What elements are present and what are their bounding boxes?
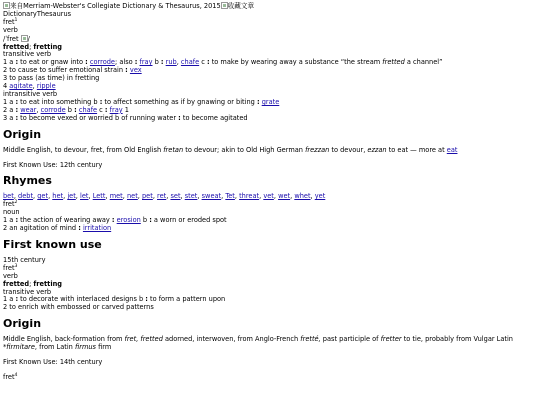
function-label: transitive verb [3, 50, 52, 59]
headword-text: fret [3, 200, 15, 209]
source-title: 来自Merriam-Webster's Collegiate Dictionary & Thesaurus, 2015 [10, 2, 221, 10]
part-of-speech: verb [3, 271, 18, 280]
pronunciation-text: /ˈfret [3, 34, 21, 43]
sense-item [3, 115, 537, 123]
cross-reference-link[interactable]: eat [446, 145, 458, 154]
form-participle: fretting [33, 279, 62, 288]
sense-divider: : [149, 216, 152, 225]
sense-list [3, 59, 537, 91]
inflected-forms [3, 281, 537, 289]
text-segment: b [140, 216, 150, 225]
rhyme-list: bet, debt, get, het, jet, let, Lett, met, net, pet, ret, set, stet, sweat, Tet, threat, vet, wet, whet, yet [3, 192, 326, 201]
source-header [3, 2, 537, 11]
headword-text: fret [3, 17, 15, 26]
cross-reference-link[interactable]: ripple [36, 82, 56, 91]
headword-text: fret [3, 373, 15, 381]
rhyme-link[interactable]: net [126, 192, 138, 201]
part-of-speech: verb [3, 25, 18, 34]
cross-reference-link[interactable]: fray [109, 105, 123, 114]
sense-divider: : [145, 295, 148, 304]
entry-headword [3, 19, 537, 27]
italic-text: frezzan [305, 145, 330, 154]
first-known-use: First Known Use: 14th century [3, 358, 103, 367]
text-segment: firm [95, 343, 112, 352]
function-label: intransitive verb [3, 89, 58, 98]
sense-divider: : [15, 216, 19, 225]
section-heading-origin: Origin [3, 317, 42, 331]
homograph-number: 2 [14, 200, 18, 206]
sense-divider: : [256, 97, 260, 106]
audio-icon[interactable] [21, 35, 28, 42]
rhyme-link[interactable]: Lett [92, 192, 106, 201]
rhyme-link[interactable]: jet [67, 192, 76, 201]
source-logo-icon [3, 2, 10, 9]
text-segment: to devour; akin to Old High German [183, 145, 306, 154]
sense-item [3, 75, 537, 83]
rhyme-link[interactable]: threat [239, 192, 260, 201]
first-known-use-value: 15th century [3, 255, 46, 264]
text-segment: 4 [3, 82, 10, 91]
rhyme-link[interactable]: Tet [225, 192, 235, 201]
sense-list [3, 217, 537, 233]
sense-divider: : [134, 58, 138, 67]
text-segment: to become agitated [180, 113, 248, 122]
entry-headword [3, 265, 537, 273]
text-segment: , from Latin [34, 343, 75, 352]
first-known-use: First Known Use: 12th century [3, 160, 103, 169]
text-segment: 2 an agitation of mind [3, 224, 79, 233]
pronunciation [3, 35, 537, 44]
cross-reference-link[interactable]: rub [165, 58, 177, 67]
bookmark-icon[interactable] [221, 2, 228, 9]
cross-reference-link[interactable]: chafe [180, 58, 200, 67]
rhyme-link[interactable]: ret [157, 192, 167, 201]
sense-divider: : [78, 224, 81, 233]
text-segment: c [97, 105, 105, 114]
text-segment: to eat — more at [386, 145, 447, 154]
headword-text: fret [3, 263, 15, 272]
italic-text: *firmitare [3, 343, 35, 352]
text-segment: 2 to enrich with embossed or carved patterns [3, 303, 154, 312]
cross-reference-link[interactable]: vex [129, 66, 142, 75]
sense-item [3, 304, 537, 312]
italic-text: fretted [382, 58, 405, 67]
italic-text: fretter [380, 335, 402, 344]
text-segment: to eat or gnaw into [18, 58, 86, 67]
tab-bar [3, 11, 537, 19]
cross-reference-link[interactable]: fray [139, 58, 153, 67]
rhyme-link[interactable]: het [52, 192, 64, 201]
text-segment: 2 to cause to suffer emotional strain [3, 66, 126, 75]
text-segment: to devour, [329, 145, 368, 154]
form-past: fretted [3, 279, 30, 288]
inflected-forms [3, 44, 537, 52]
section-heading-origin: Origin [3, 127, 42, 141]
sense-divider: : [104, 105, 108, 114]
text-segment: 1 a [3, 58, 16, 67]
text-segment: 1 a [3, 295, 16, 304]
rhyme-link[interactable]: wet [278, 192, 291, 201]
cross-reference-link[interactable]: grate [261, 97, 280, 106]
form-separator: ; [29, 279, 34, 288]
text-segment: , [32, 82, 37, 91]
rhyme-link[interactable]: yet [314, 192, 326, 201]
text-segment: , [176, 58, 181, 67]
function-label: transitive verb [3, 287, 52, 296]
rhyme-link[interactable]: sweat [201, 192, 222, 201]
italic-text: firmus [74, 343, 96, 352]
text-segment: to affect something as if by gnawing or biting [102, 97, 257, 106]
sense-divider: : [15, 97, 19, 106]
section-heading-first-known-use: First known use [3, 237, 102, 251]
cross-reference-link[interactable]: irritation [82, 224, 112, 233]
cross-reference-link[interactable]: agitate [9, 82, 33, 91]
sense-divider: : [99, 97, 103, 106]
sense-divider: : [160, 58, 164, 67]
rhyme-link[interactable]: set [170, 192, 181, 201]
text-segment: 1 a [3, 216, 16, 225]
text-segment: to tie, probably from Vulgar Latin [401, 335, 513, 344]
rhyme-link[interactable]: get [37, 192, 49, 201]
text-segment: past participle of [320, 335, 381, 344]
text-segment: , [36, 105, 41, 114]
text-segment: the action of wearing away [18, 216, 112, 225]
italic-text: fretté, [300, 335, 321, 344]
text-segment: b [152, 58, 161, 67]
tab-thesaurus[interactable]: Thesaurus [36, 9, 72, 18]
italic-text: ezzan [367, 145, 387, 154]
cross-reference-link[interactable]: wear [20, 105, 37, 114]
sense-divider: : [15, 295, 19, 304]
sense-divider: : [125, 66, 128, 75]
italic-text: fretan [163, 145, 184, 154]
sense-divider: : [206, 58, 210, 67]
rhyme-link[interactable]: vet [263, 192, 274, 201]
text-segment: Middle English, back-formation from [3, 335, 125, 344]
sense-divider: : [15, 113, 19, 122]
sense-item [3, 225, 537, 233]
sense-divider: : [178, 113, 181, 122]
form-separator: ; [29, 42, 34, 51]
sense-divider: : [15, 58, 19, 67]
cross-reference-link[interactable]: corrode [40, 105, 66, 114]
text-segment: Middle English, to devour, fret, from Old English [3, 145, 164, 154]
form-participle: fretting [33, 42, 62, 51]
entry-headword [3, 374, 537, 382]
rhyme-link[interactable]: whet [294, 192, 311, 201]
text-segment: to eat into something b [18, 97, 100, 106]
text-segment: 1 a [3, 97, 16, 106]
text-segment: 2 a [3, 105, 16, 114]
entry-headword [3, 201, 537, 209]
text-segment: to form a pattern upon [147, 295, 226, 304]
rhyme-link[interactable]: stet [184, 192, 198, 201]
homograph-number: 3 [14, 263, 18, 269]
text-segment: a channel” [404, 58, 443, 67]
text-segment: to make by wearing away a substance “the stream [209, 58, 383, 67]
text-segment: a worn or eroded spot [151, 216, 227, 225]
form-past: fretted [3, 42, 30, 51]
sense-divider: : [111, 216, 115, 225]
part-of-speech: noun [3, 208, 20, 217]
text-segment: adorned, interwoven, from Anglo-French [162, 335, 301, 344]
sense-list [3, 296, 537, 312]
text-segment: to become vexed or worried b of running water [18, 113, 179, 122]
rhyme-link[interactable]: met [109, 192, 123, 201]
italic-text: fret, fretted [124, 335, 163, 344]
pronunciation-end: / [27, 34, 30, 43]
sense-item [3, 83, 537, 91]
sense-divider: : [74, 105, 77, 114]
bookmark-label[interactable]: 收藏文章 [227, 2, 255, 10]
text-segment: ; also [115, 58, 135, 67]
cross-reference-link[interactable]: erosion [116, 216, 141, 225]
rhyme-link[interactable]: bet [3, 192, 14, 201]
tab-dictionary[interactable]: Dictionary [3, 9, 37, 18]
text-segment: c [199, 58, 207, 67]
text-segment: b [65, 105, 75, 114]
rhyme-link[interactable]: debt [18, 192, 34, 201]
rhyme-link[interactable]: let [80, 192, 89, 201]
homograph-number: 1 [14, 17, 18, 23]
section-heading-rhymes: Rhymes [3, 174, 52, 188]
cross-reference-link[interactable]: chafe [78, 105, 98, 114]
etymology-text-continued [3, 344, 537, 352]
sense-divider: : [85, 58, 88, 67]
cross-reference-link[interactable]: corrode [89, 58, 115, 67]
text-segment: to decorate with interlaced designs b [18, 295, 146, 304]
rhyme-link[interactable]: pet [142, 192, 153, 201]
homograph-number: 4 [14, 372, 18, 378]
text-segment: 3 a [3, 113, 16, 122]
text-segment: 3 to pass (as time) in fretting [3, 74, 100, 83]
etymology-text [3, 147, 537, 155]
text-segment: 1 [122, 105, 129, 114]
sense-divider: : [15, 105, 19, 114]
sense-list [3, 99, 537, 123]
